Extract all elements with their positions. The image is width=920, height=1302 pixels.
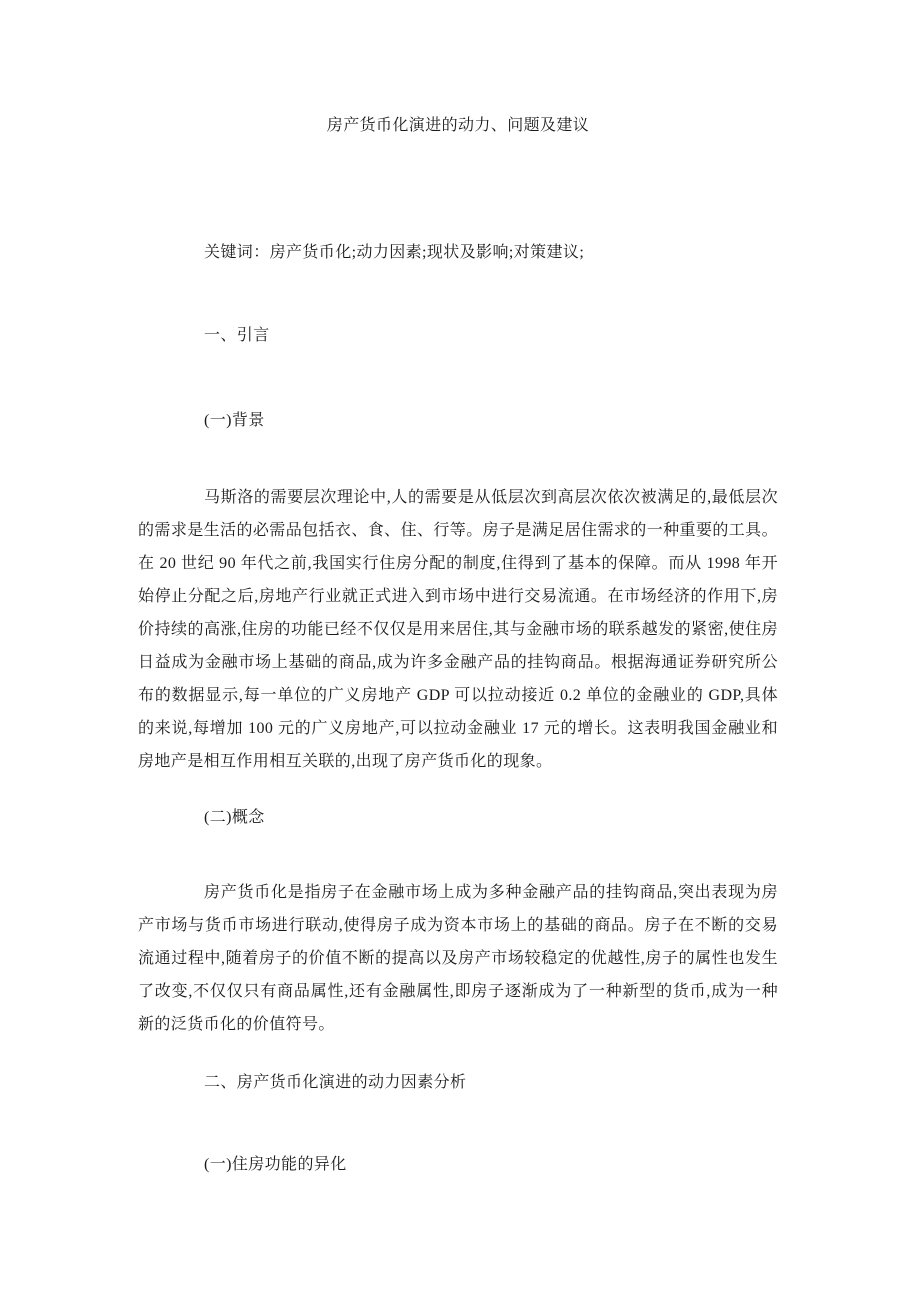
- doc-title: 房产货币化演进的动力、问题及建议: [326, 117, 590, 134]
- heading-background: (一)背景: [204, 412, 265, 429]
- keywords-line: 关键词：房产货币化;动力因素;现状及影响;对策建议;: [204, 244, 585, 261]
- paragraph-concept: 房产货币化是指房子在金融市场上成为多种金融产品的挂钩商品,突出表现为房产市场与货币市场进行联动,使得房子成为资本市场上的基础的商品。房子在不断的交易流通过程中,随着房子的价值不断的提高以及房产市场较稳定的优越性,房子的属性也发生了改变,不仅仅只有商品属性,还有金融属性,即房子逐渐成为了一种新型的货币,成为一种新的泛货币化的价值符号。: [138, 884, 778, 1033]
- heading-concept: (二)概念: [204, 809, 265, 826]
- heading-section-2-dynamic-factors: 二、房产货币化演进的动力因素分析: [204, 1074, 467, 1091]
- heading-introduction: 一、引言: [204, 327, 270, 344]
- heading-housing-function-alienation: (一)住房功能的异化: [204, 1156, 347, 1173]
- paragraph-background: 马斯洛的需要层次理论中,人的需要是从低层次到高层次依次被满足的,最低层次的需求是生活的必需品包括衣、食、住、行等。房子是满足居住需求的一种重要的工具。在 20 世纪 90 年代之前,我国实行住房分配的制度,住得到了基本的保障。而从 1998 年开始停止分配之后,房地产行业就正式进入到市场中进行交易流通。在市场经济的作用下,房价持续的高涨,住房的功能已经不仅仅是用来居住,其与金融市场的联系越发的紧密,使住房日益成为金融市场上基础的商品,成为许多金融产品的挂钩商品。根据海通证券研究所公布的数据显示,每一单位的广义房地产 GDP 可以拉动接近 0.2 单位的金融业的 GDP,具体的来说,每增加 100 元的广义房地产,可以拉动金融业 17 元的增长。这表明我国金融业和房地产是相互作用相互关联的,出现了房产货币化的现象。: [138, 489, 778, 770]
